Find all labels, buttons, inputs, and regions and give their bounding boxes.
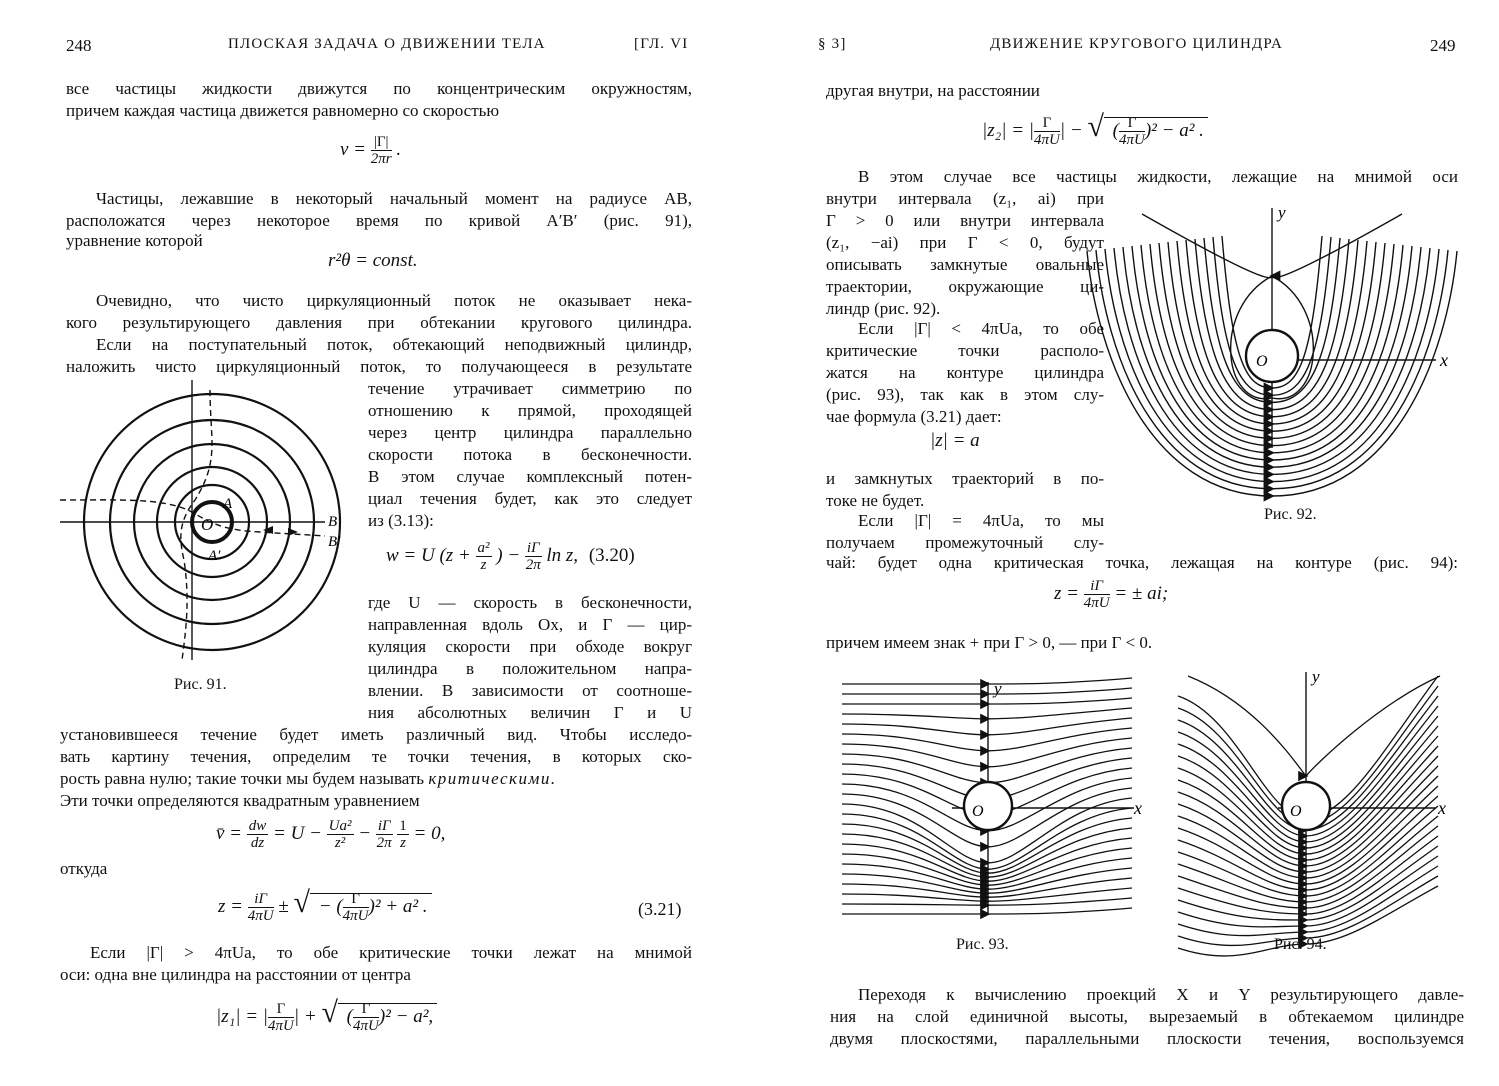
caption-fig-91: Рис. 91. bbox=[174, 676, 227, 693]
text-line: наложить чисто циркуляционный поток, то получающееся в результате bbox=[66, 357, 692, 376]
text-line: жатся на контуре цилиндра bbox=[826, 363, 1104, 382]
text-line: Переходя к вычислению проекций X и Y результирующего давле- bbox=[858, 985, 1464, 1004]
text-line: через центр цилиндра параллельно bbox=[368, 423, 692, 442]
text-line: все частицы жидкости движутся по концентрическим окружностям, bbox=[66, 79, 692, 98]
text-line: скорости потока в бесконечности. bbox=[368, 445, 692, 464]
caption-fig-92: Рис. 92. bbox=[1264, 506, 1317, 523]
fig91-label-B: B bbox=[328, 514, 338, 530]
text-line: получаем промежуточный слу- bbox=[826, 533, 1104, 552]
formula-velocity: v = $\frac{|\Gamma|}{2\pi r}$ . bbox=[340, 134, 402, 167]
text-line: траектории, окружающие ци- bbox=[826, 277, 1104, 296]
text-line: уравнение которой bbox=[66, 231, 203, 250]
formula-z-abs: |z| = a bbox=[930, 430, 980, 451]
text-line: установившееся течение будет иметь различный вид. Чтобы исследо- bbox=[60, 725, 692, 744]
running-head-left: ПЛОСКАЯ ЗАДАЧА О ДВИЖЕНИИ ТЕЛА bbox=[228, 36, 546, 52]
streamline bbox=[842, 678, 1132, 684]
text-line: Очевидно, что чисто циркуляционный поток не оказывает нека- bbox=[96, 291, 692, 310]
formula-potential: w = U (z + $\frac{\text{a²}}{z}$ ) − $\frac{i\Gamma}{2\pi}$ ln z, (3.20) bbox=[386, 540, 635, 573]
streamline bbox=[842, 698, 1132, 704]
page-number-right: 249 bbox=[1430, 36, 1456, 55]
page-number-left: 248 bbox=[66, 36, 92, 55]
text-line: откуда bbox=[60, 859, 108, 878]
formula-derivative: v̄ = $\frac{dw}{dz}$ = U − $\frac{\text{Ua²}}{\text{z²}}$ − $\frac{i\Gamma}{2\pi}$ $\frac{1}{z}$ = 0, bbox=[216, 818, 446, 851]
text-line: критические точки располо- bbox=[826, 341, 1104, 360]
text-line: Если |Γ| = 4πUa, то мы bbox=[858, 511, 1104, 530]
fig93-label-y: y bbox=[994, 679, 1002, 698]
figure-91 bbox=[60, 360, 350, 660]
text-line: влении. В зависимости от соотноше- bbox=[368, 681, 692, 700]
text-line: двумя плоскостями, параллельными плоскости течения, воспользуемся bbox=[830, 1029, 1464, 1048]
text-line: Эти точки определяются квадратным уравнением bbox=[60, 791, 420, 810]
streamline bbox=[842, 838, 1132, 881]
text-line: отношению к прямой, проходящей bbox=[368, 401, 692, 420]
text-line: Если |Γ| < 4πUa, то обе bbox=[858, 319, 1104, 338]
text-line: (рис. 93), так как в этом слу- bbox=[826, 385, 1104, 404]
text-line: кого результирующего давления при обтекании кругового цилиндра. bbox=[66, 313, 692, 332]
text-line: В этом случае все частицы жидкости, лежащие на мнимой оси bbox=[858, 167, 1458, 186]
text-line: рость равна нулю; такие точки мы будем называть критическими. bbox=[60, 769, 557, 788]
figure-92 bbox=[1136, 198, 1466, 498]
fig91-label-B-prime: B′ bbox=[328, 534, 341, 550]
fig94-label-x: x bbox=[1438, 798, 1446, 818]
text-line: направленная вдоль Ox, и Γ — цир- bbox=[368, 615, 692, 634]
formula-critical-points: z = $\frac{i\Gamma}{4\pi U}$ ± √ − ( $\frac{\Gamma}{4\pi U}$ )² + a² . bbox=[218, 886, 432, 924]
text-line: течение утрачивает симметрию по bbox=[368, 379, 692, 398]
text-line: В этом случае комплексный потен- bbox=[368, 467, 692, 486]
text-line: описывать замкнутые овальные bbox=[826, 255, 1104, 274]
text-line: Если на поступательный поток, обтекающий неподвижный цилиндр, bbox=[96, 335, 692, 354]
text-line: вать картину течения, определим те точки течения, в которых ско- bbox=[60, 747, 692, 766]
text-line: и замкнутых траекторий в по- bbox=[826, 469, 1104, 488]
text-line: ния абсолютных величин Γ и U bbox=[368, 703, 692, 722]
streamline bbox=[842, 718, 1132, 735]
streamline bbox=[842, 688, 1132, 694]
fig94-label-y: y bbox=[1312, 667, 1320, 686]
text-line: куляция скорости при обходе вокруг bbox=[368, 637, 692, 656]
running-head-right: ДВИЖЕНИЕ КРУГОВОГО ЦИЛИНДРА bbox=[990, 36, 1284, 52]
formula-z-single: z = $\frac{i\Gamma}{4\pi U}$ = ± ai; bbox=[1054, 578, 1169, 611]
formula-z2: |z₂| = | $\frac{\Gamma}{4\pi U}$ | − √ ( $\frac{\Gamma}{4\pi U}$ )² − a² . bbox=[982, 110, 1208, 148]
fig91-label-A: A bbox=[223, 496, 233, 512]
text-line: оси: одна вне цилиндра на расстоянии от центра bbox=[60, 965, 411, 984]
text-line: цилиндра в положительном напра- bbox=[368, 659, 692, 678]
text-line: чай: будет одна критическая точка, лежащая на контуре (рис. 94): bbox=[826, 553, 1458, 572]
text-line: циал течения будет, как это следует bbox=[368, 489, 692, 508]
text-line: причем каждая частица движется равномерно со скоростью bbox=[66, 101, 500, 120]
text-line: Частицы, лежавшие в некоторый начальный момент на радиусе AB, bbox=[96, 189, 692, 208]
chapter-mark: [ГЛ. VI bbox=[634, 36, 689, 52]
streamline bbox=[842, 888, 1132, 901]
caption-fig-94: Рис. 94. bbox=[1274, 936, 1327, 953]
formula-z1: |z₁| = | $\frac{\Gamma}{4\pi U}$ | + √ ( $\frac{\Gamma}{4\pi U}$ )² − a², bbox=[216, 996, 437, 1034]
equation-number-321: (3.21) bbox=[638, 899, 682, 919]
fig91-label-A-prime: A′ bbox=[208, 548, 221, 564]
caption-fig-93: Рис. 93. bbox=[956, 936, 1009, 953]
streamline bbox=[842, 738, 1132, 767]
fig94-label-O: O bbox=[1290, 803, 1302, 820]
fig92-label-y: y bbox=[1278, 203, 1286, 222]
text-line: внутри интервала (z₁, ai) при bbox=[826, 189, 1104, 208]
text-line: чае формула (3.21) дает: bbox=[826, 407, 1002, 426]
text-line: другая внутри, на расстоянии bbox=[826, 81, 1040, 100]
figure-93 bbox=[842, 674, 1152, 934]
fig91-label-O: O bbox=[201, 515, 214, 534]
streamline bbox=[842, 908, 1132, 914]
text-line: токе не будет. bbox=[826, 491, 925, 510]
streamline bbox=[842, 708, 1132, 719]
text-line: из (3.13): bbox=[368, 511, 434, 530]
fig92-label-x: x bbox=[1440, 350, 1448, 370]
right-page bbox=[750, 0, 1499, 1086]
text-line: Если |Γ| > 4πUa, то обе критические точки лежат на мнимой bbox=[90, 943, 692, 962]
text-line: Γ > 0 или внутри интервала bbox=[826, 211, 1104, 230]
figure-94 bbox=[1178, 664, 1478, 934]
fig93-label-x: x bbox=[1134, 798, 1142, 818]
text-line: где U — скорость в бесконечности, bbox=[368, 593, 692, 612]
fig92-label-O: O bbox=[1256, 353, 1268, 370]
text-line: причем имеем знак + при Γ > 0, — при Γ < 0. bbox=[826, 633, 1153, 652]
fig93-label-O: O bbox=[972, 803, 984, 820]
text-line: ния на слой единичной высоты, вырезаемый в обтекаемом цилиндре bbox=[830, 1007, 1464, 1026]
text-line: (z₁, −ai) при Γ < 0, будут bbox=[826, 233, 1104, 252]
streamline bbox=[842, 728, 1132, 751]
text-line: расположатся через некоторое время по кривой A′B′ (рис. 91), bbox=[66, 211, 692, 230]
text-line: линдр (рис. 92). bbox=[826, 299, 941, 318]
section-mark: § 3] bbox=[818, 36, 847, 52]
formula-r2theta: r²θ = const. bbox=[328, 250, 418, 271]
